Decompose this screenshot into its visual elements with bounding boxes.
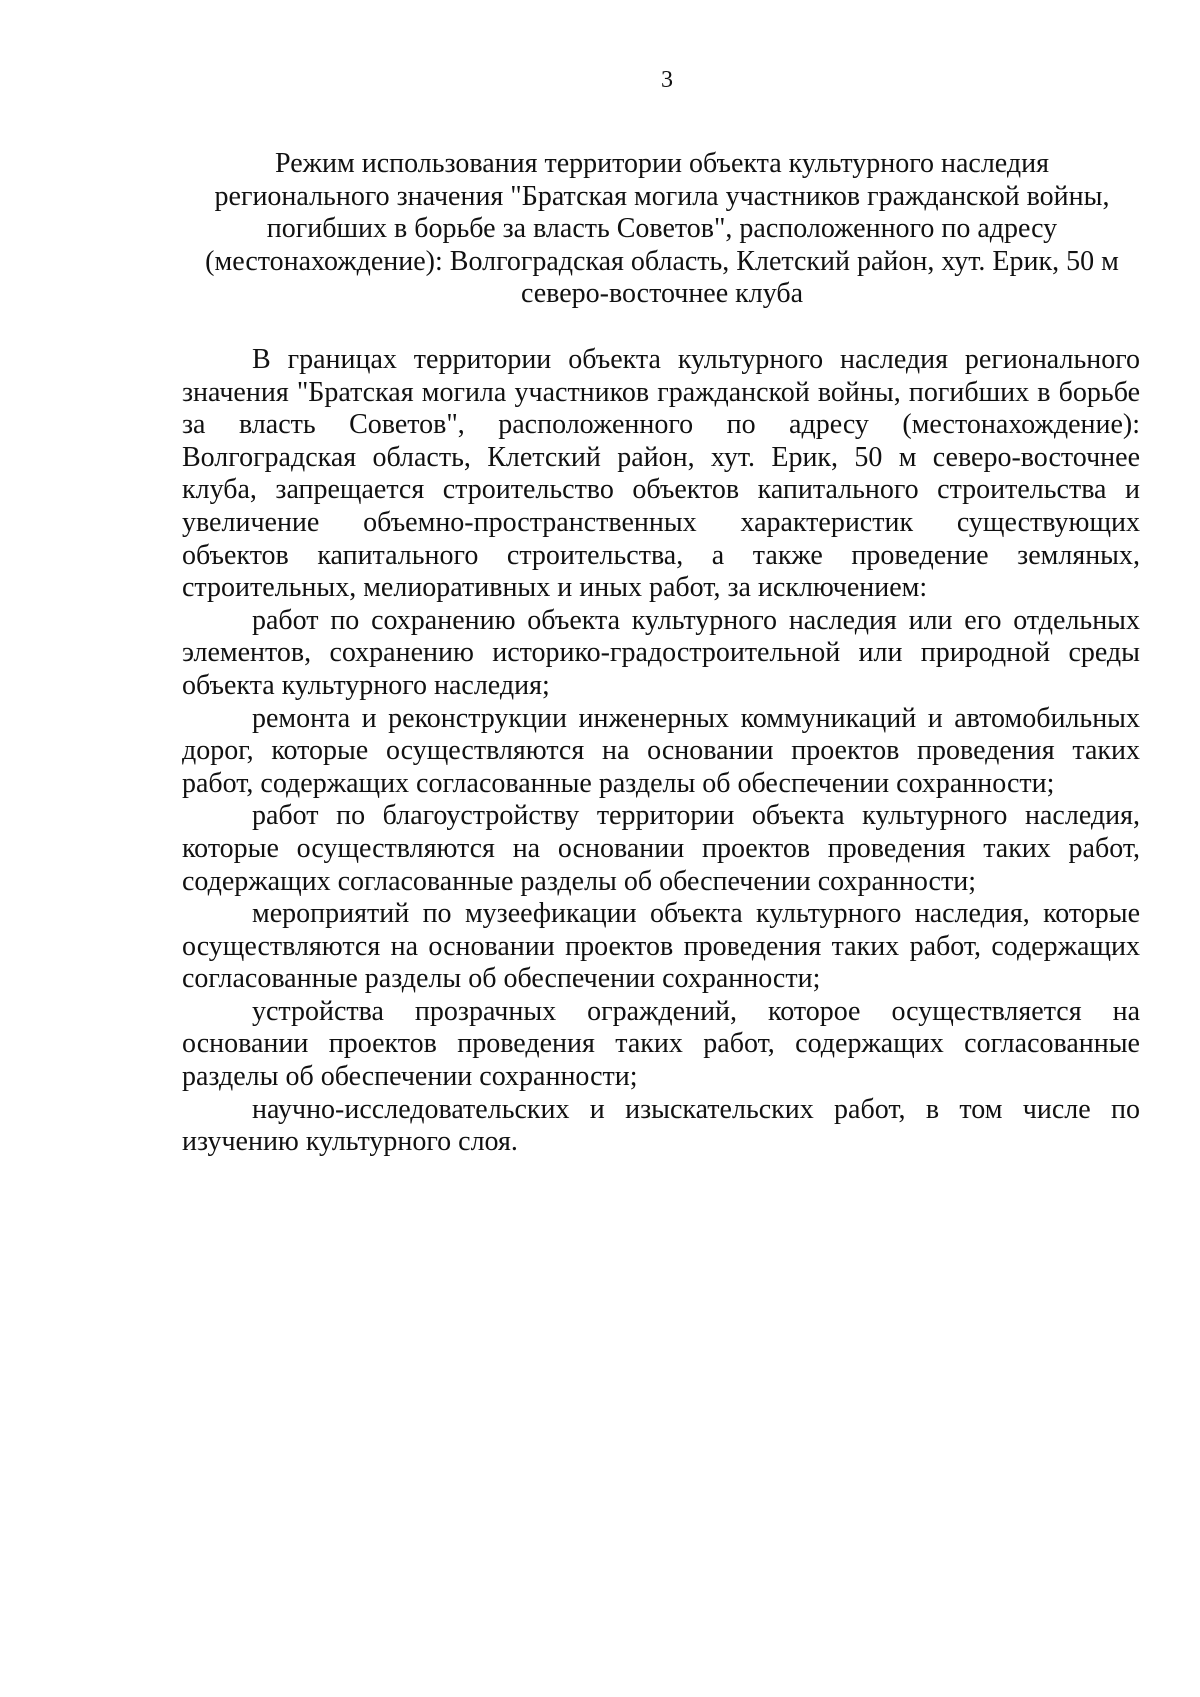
exception-item: ремонта и реконструкции инженерных коммуникаций и автомобильных дорог, которые осуществляются на основании проектов проведения таких работ, содержащих согласованные разделы об обеспечении сохранности; xyxy=(182,702,1140,799)
page-number: 3 xyxy=(661,67,673,93)
title-line: Режим использования территории объекта культурного наследия xyxy=(275,148,1049,179)
exception-item: работ по благоустройству территории объекта культурного наследия, которые осуществляются на основании проектов проведения таких работ, содержащих согласованные разделы об обеспечении сохранности; xyxy=(182,800,1140,897)
exception-item: мероприятий по музеефикации объекта культурного наследия, которые осуществляются на основании проектов проведения таких работ, содержащих согласованные разделы об обеспечении сохранности; xyxy=(182,898,1140,995)
title-line: северо-восточнее клуба xyxy=(520,278,804,309)
document-title xyxy=(182,148,1142,311)
title-line: регионального значения "Братская могила участников гражданской войны, xyxy=(214,180,1110,212)
exception-item: работ по сохранению объекта культурного наследия или его отдельных элементов, сохранению историко-градостроительной или природной среды объекта культурного наследия; xyxy=(182,604,1140,701)
exception-item: научно-исследовательских и изыскательских работ, в том числе по изучению культурного слоя. xyxy=(182,1093,1140,1158)
document-body xyxy=(182,344,1140,1159)
exception-item: устройства прозрачных ограждений, которое осуществляется на основании проектов проведения таких работ, содержащих согласованные разделы об обеспечении сохранности; xyxy=(182,995,1140,1093)
title-line: погибших в борьбе за власть Советов", расположенного по адресу xyxy=(266,213,1058,244)
intro-paragraph: В границах территории объекта культурного наследия регионального значения "Братская могила участников гражданской войны, погибших в борьбе за власть Советов", расположенного по адресу (местонахождение): Волгоградская область, Клетский район, хут. Ерик, 50 м северо-восточнее клуба, запрещается строительство объектов капитального строительства и увеличение объемно-пространственных характеристик существующих объектов капитального строительства, а также проведение земляных, строительных, мелиоративных и иных работ, за исключением: xyxy=(182,344,1140,604)
title-line: (местонахождение): Волгоградская область, Клетский район, хут. Ерик, 50 м xyxy=(205,245,1119,277)
